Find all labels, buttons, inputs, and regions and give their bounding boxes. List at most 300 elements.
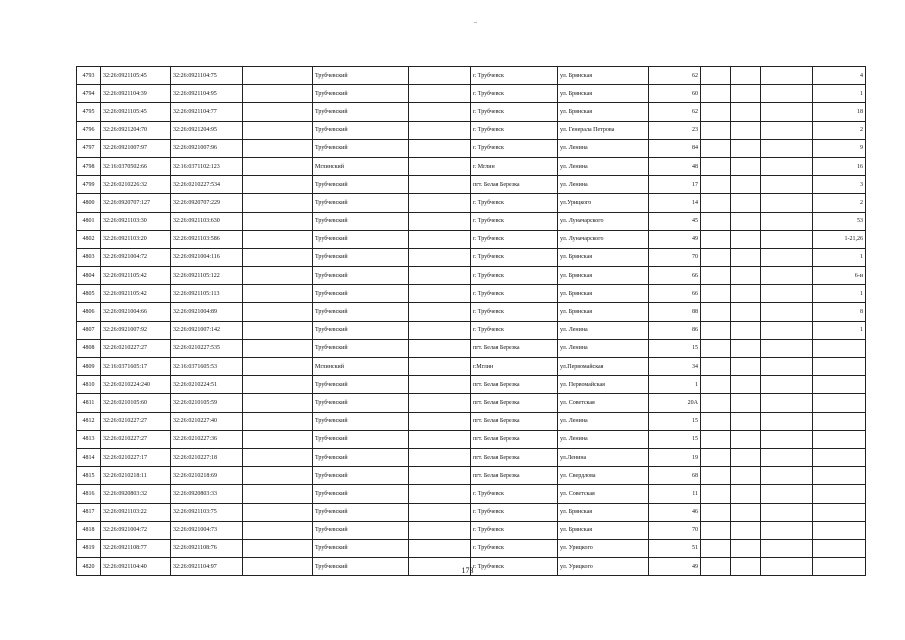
blank-column-12-cell [761,339,813,357]
row-number-cell: 4797 [77,139,101,157]
house-number-cell: 66 [649,267,701,285]
settlement-cell: г. Трубчевск [471,85,558,103]
settlement-cell: г. Трубчевск [471,485,558,503]
object-cadastral-number-cell: 32:26:0921105:113 [171,285,243,303]
table-row [77,358,866,376]
object-cadastral-number-cell: 32:26:0921104:97 [171,558,243,576]
blank-column-11-cell [731,412,761,430]
district-cell: Трубчевский [313,430,409,448]
blank-column-12-cell [761,194,813,212]
settlement-cell: пгт. Белая Березка [471,339,558,357]
blank-column-11-cell [731,194,761,212]
apartment-number-cell: 9 [813,139,866,157]
cadastral-number-cell: 32:26:0210226:32 [101,176,171,194]
blank-column-4-cell [243,176,313,194]
blank-column-10-cell [701,376,731,394]
house-number-cell: 19 [649,448,701,466]
settlement-cell: г. Трубчевск [471,521,558,539]
house-number-cell: 49 [649,230,701,248]
cadastral-number-cell: 32:26:0921204:70 [101,121,171,139]
cadastral-number-cell: 32:26:0921004:72 [101,248,171,266]
district-cell: Трубчевский [313,285,409,303]
blank-column-10-cell [701,212,731,230]
blank-column-4-cell [243,521,313,539]
cadastral-number-cell: 32:26:0920707:127 [101,194,171,212]
table-row [77,448,866,466]
blank-column-11-cell [731,103,761,121]
district-cell: Трубчевский [313,539,409,557]
blank-column-11-cell [731,467,761,485]
district-cell: Трубчевский [313,230,409,248]
blank-column-4-cell [243,358,313,376]
object-cadastral-number-cell: 32:16:0371102:123 [171,157,243,175]
table-row [77,467,866,485]
blank-column-12-cell [761,503,813,521]
street-cell: ул. Брянская [558,67,649,85]
blank-column-10-cell [701,430,731,448]
apartment-number-cell: 53 [813,212,866,230]
street-cell: ул. Урицкого [558,558,649,576]
object-cadastral-number-cell: 32:26:0921105:122 [171,267,243,285]
street-cell: ул. Ленина [558,139,649,157]
cadastral-number-cell: 32:26:0210227:27 [101,339,171,357]
blank-column-12-cell [761,394,813,412]
settlement-cell: г. Трубчевск [471,503,558,521]
apartment-number-cell: 1 [813,285,866,303]
cadastral-number-cell: 32:26:0921108:77 [101,539,171,557]
table-row [77,412,866,430]
blank-column-6-cell [409,539,471,557]
blank-column-10-cell [701,303,731,321]
object-cadastral-number-cell: 32:26:0921104:75 [171,67,243,85]
row-number-cell: 4802 [77,230,101,248]
table-row [77,394,866,412]
row-number-cell: 4804 [77,267,101,285]
blank-column-12-cell [761,303,813,321]
object-cadastral-number-cell: 32:26:0921108:76 [171,539,243,557]
house-number-cell: 15 [649,430,701,448]
street-cell: ул.Ленина [558,448,649,466]
house-number-cell: 62 [649,67,701,85]
apartment-number-cell [813,358,866,376]
object-cadastral-number-cell: 32:26:0921103:586 [171,230,243,248]
apartment-number-cell [813,467,866,485]
blank-column-6-cell [409,85,471,103]
cadastral-number-cell: 32:16:0370502:66 [101,157,171,175]
blank-column-4-cell [243,230,313,248]
settlement-cell: пгт. Белая Березка [471,448,558,466]
blank-column-4-cell [243,467,313,485]
blank-column-10-cell [701,139,731,157]
cadastral-number-cell: 32:26:0921007:97 [101,139,171,157]
blank-column-6-cell [409,503,471,521]
table-row [77,285,866,303]
blank-column-4-cell [243,303,313,321]
blank-column-12-cell [761,157,813,175]
row-number-cell: 4800 [77,194,101,212]
house-number-cell: 62 [649,103,701,121]
settlement-cell: пгт. Белая Березка [471,467,558,485]
table-row [77,212,866,230]
settlement-cell: г. Трубчевск [471,67,558,85]
street-cell: ул. Ленина [558,157,649,175]
blank-column-12-cell [761,430,813,448]
object-cadastral-number-cell: 32:16:0371605:53 [171,358,243,376]
blank-column-4-cell [243,157,313,175]
apartment-number-cell: 16 [813,157,866,175]
house-number-cell: 14 [649,194,701,212]
house-number-cell: 34 [649,358,701,376]
table-row [77,339,866,357]
house-number-cell: 51 [649,539,701,557]
blank-column-10-cell [701,503,731,521]
house-number-cell: 1 [649,376,701,394]
apartment-number-cell: 1 [813,85,866,103]
apartment-number-cell: 8 [813,303,866,321]
blank-column-10-cell [701,85,731,103]
scan-artifact [474,22,477,23]
blank-column-11-cell [731,339,761,357]
blank-column-12-cell [761,103,813,121]
apartment-number-cell: 6-и [813,267,866,285]
row-number-cell: 4812 [77,412,101,430]
house-number-cell: 68 [649,467,701,485]
settlement-cell: г. Трубчевск [471,303,558,321]
blank-column-6-cell [409,358,471,376]
object-cadastral-number-cell: 32:26:0210227:40 [171,412,243,430]
blank-column-10-cell [701,521,731,539]
object-cadastral-number-cell: 32:26:0210227:36 [171,430,243,448]
house-number-cell: 49 [649,558,701,576]
apartment-number-cell [813,394,866,412]
cadastral-number-cell: 32:26:0921004:72 [101,521,171,539]
house-number-cell: 86 [649,321,701,339]
object-cadastral-number-cell: 32:26:0921104:95 [171,85,243,103]
cadastral-number-cell: 32:26:0921007:92 [101,321,171,339]
row-number-cell: 4808 [77,339,101,357]
row-number-cell: 4807 [77,321,101,339]
blank-column-10-cell [701,67,731,85]
blank-column-10-cell [701,394,731,412]
district-cell: Трубчевский [313,212,409,230]
settlement-cell: г. Трубчевск [471,539,558,557]
blank-column-6-cell [409,139,471,157]
row-number-cell: 4793 [77,67,101,85]
row-number-cell: 4815 [77,467,101,485]
blank-column-11-cell [731,285,761,303]
blank-column-4-cell [243,503,313,521]
blank-column-4-cell [243,376,313,394]
object-cadastral-number-cell: 32:26:0210218:69 [171,467,243,485]
row-number-cell: 4809 [77,358,101,376]
settlement-cell: г.Мглин [471,358,558,376]
row-number-cell: 4817 [77,503,101,521]
table-row [77,230,866,248]
cadastral-number-cell: 32:26:0921103:22 [101,503,171,521]
blank-column-10-cell [701,248,731,266]
blank-column-12-cell [761,521,813,539]
street-cell: ул. Брянская [558,285,649,303]
cadastral-number-cell: 32:26:0921105:42 [101,285,171,303]
district-cell: Трубчевский [313,376,409,394]
district-cell: Трубчевский [313,85,409,103]
street-cell: ул. Первомайская [558,376,649,394]
settlement-cell: г. Мглин [471,157,558,175]
blank-column-10-cell [701,194,731,212]
table-row [77,539,866,557]
street-cell: ул. Советская [558,485,649,503]
blank-column-4-cell [243,448,313,466]
object-cadastral-number-cell: 32:26:0921104:77 [171,103,243,121]
blank-column-11-cell [731,503,761,521]
table-row [77,321,866,339]
street-cell: ул. Советская [558,394,649,412]
blank-column-12-cell [761,376,813,394]
cadastral-number-cell: 32:26:0210227:17 [101,448,171,466]
blank-column-10-cell [701,176,731,194]
table-row [77,303,866,321]
blank-column-6-cell [409,321,471,339]
house-number-cell: 66 [649,285,701,303]
cadastral-number-cell: 32:26:0921103:30 [101,212,171,230]
district-cell: Трубчевский [313,139,409,157]
blank-column-12-cell [761,358,813,376]
blank-column-4-cell [243,430,313,448]
cadastral-number-cell: 32:26:0921104:39 [101,85,171,103]
blank-column-12-cell [761,248,813,266]
settlement-cell: пгт. Белая Березка [471,176,558,194]
district-cell: Трубчевский [313,303,409,321]
settlement-cell: г. Трубчевск [471,194,558,212]
house-number-cell: 84 [649,139,701,157]
object-cadastral-number-cell: 32:26:0921103:75 [171,503,243,521]
street-cell: ул. Брянская [558,303,649,321]
blank-column-4-cell [243,103,313,121]
apartment-number-cell: 1 [813,248,866,266]
object-cadastral-number-cell: 32:26:0920707:229 [171,194,243,212]
blank-column-12-cell [761,412,813,430]
table-row [77,157,866,175]
blank-column-10-cell [701,358,731,376]
blank-column-6-cell [409,212,471,230]
house-number-cell: 17 [649,176,701,194]
row-number-cell: 4819 [77,539,101,557]
settlement-cell: пгт. Белая Березка [471,394,558,412]
district-cell: Трубчевский [313,394,409,412]
blank-column-10-cell [701,285,731,303]
settlement-cell: г. Трубчевск [471,285,558,303]
blank-column-6-cell [409,121,471,139]
blank-column-11-cell [731,485,761,503]
blank-column-6-cell [409,430,471,448]
apartment-number-cell [813,412,866,430]
apartment-number-cell [813,539,866,557]
row-number-cell: 4810 [77,376,101,394]
district-cell: Трубчевский [313,176,409,194]
street-cell: ул. Ленина [558,339,649,357]
street-cell: ул. Брянская [558,248,649,266]
street-cell: ул. Ленина [558,412,649,430]
object-cadastral-number-cell: 32:26:0210227:18 [171,448,243,466]
blank-column-4-cell [243,85,313,103]
row-number-cell: 4796 [77,121,101,139]
district-cell: Трубчевский [313,103,409,121]
object-cadastral-number-cell: 32:26:0921007:96 [171,139,243,157]
blank-column-4-cell [243,394,313,412]
object-cadastral-number-cell: 32:26:0210224:51 [171,376,243,394]
blank-column-4-cell [243,485,313,503]
blank-column-6-cell [409,285,471,303]
table-row [77,103,866,121]
page-number: 173 [461,566,474,575]
table-row [77,267,866,285]
street-cell: ул. Ленина [558,430,649,448]
cadastral-number-cell: 32:26:0920803:32 [101,485,171,503]
apartment-number-cell: 3 [813,176,866,194]
registry-table [76,66,866,576]
blank-column-10-cell [701,412,731,430]
settlement-cell: г. Трубчевск [471,248,558,266]
object-cadastral-number-cell: 32:26:0210105:59 [171,394,243,412]
blank-column-10-cell [701,339,731,357]
row-number-cell: 4820 [77,558,101,576]
blank-column-11-cell [731,176,761,194]
cadastral-number-cell: 32:26:0210227:27 [101,412,171,430]
blank-column-4-cell [243,267,313,285]
blank-column-10-cell [701,121,731,139]
apartment-number-cell: 1 [813,321,866,339]
blank-column-11-cell [731,430,761,448]
blank-column-10-cell [701,267,731,285]
blank-column-11-cell [731,121,761,139]
street-cell: ул.Первомайская [558,358,649,376]
blank-column-11-cell [731,212,761,230]
blank-column-4-cell [243,121,313,139]
settlement-cell: г. Трубчевск [471,121,558,139]
blank-column-10-cell [701,321,731,339]
district-cell: Трубчевский [313,448,409,466]
row-number-cell: 4806 [77,303,101,321]
blank-column-11-cell [731,230,761,248]
blank-column-10-cell [701,539,731,557]
blank-column-4-cell [243,67,313,85]
blank-column-12-cell [761,85,813,103]
table-row [77,85,866,103]
blank-column-6-cell [409,412,471,430]
district-cell: Трубчевский [313,503,409,521]
blank-column-12-cell [761,139,813,157]
table-row [77,376,866,394]
cadastral-number-cell: 32:26:0921104:40 [101,558,171,576]
house-number-cell: 60 [649,85,701,103]
street-cell: ул. Урицкого [558,539,649,557]
object-cadastral-number-cell: 32:26:0210227:534 [171,176,243,194]
house-number-cell: 88 [649,303,701,321]
blank-column-11-cell [731,321,761,339]
house-number-cell: 46 [649,503,701,521]
street-cell: ул. Брянская [558,103,649,121]
blank-column-12-cell [761,539,813,557]
table-row [77,121,866,139]
blank-column-6-cell [409,339,471,357]
cadastral-number-cell: 32:26:0921105:45 [101,67,171,85]
house-number-cell: 15 [649,412,701,430]
blank-column-12-cell [761,230,813,248]
blank-column-6-cell [409,67,471,85]
row-number-cell: 4813 [77,430,101,448]
blank-column-11-cell [731,248,761,266]
district-cell: Трубчевский [313,248,409,266]
table-row [77,248,866,266]
apartment-number-cell [813,503,866,521]
cadastral-number-cell: 32:26:0210224:240 [101,376,171,394]
table-row [77,176,866,194]
district-cell: Трубчевский [313,412,409,430]
settlement-cell: г. Трубчевск [471,267,558,285]
blank-column-6-cell [409,103,471,121]
row-number-cell: 4794 [77,85,101,103]
district-cell: Трубчевский [313,339,409,357]
blank-column-12-cell [761,485,813,503]
settlement-cell: пгт. Белая Березка [471,376,558,394]
district-cell: Трубчевский [313,485,409,503]
settlement-cell: г. Трубчевск [471,558,558,576]
cadastral-number-cell: 32:16:0371605:17 [101,358,171,376]
district-cell: Трубчевский [313,67,409,85]
blank-column-11-cell [731,448,761,466]
row-number-cell: 4816 [77,485,101,503]
apartment-number-cell [813,339,866,357]
house-number-cell: 70 [649,521,701,539]
settlement-cell: г. Трубчевск [471,103,558,121]
cadastral-number-cell: 32:26:0210218:11 [101,467,171,485]
house-number-cell: 45 [649,212,701,230]
settlement-cell: г. Трубчевск [471,212,558,230]
blank-column-12-cell [761,285,813,303]
blank-column-4-cell [243,539,313,557]
blank-column-12-cell [761,267,813,285]
table-row [77,503,866,521]
district-cell: Трубчевский [313,194,409,212]
blank-column-10-cell [701,467,731,485]
blank-column-6-cell [409,194,471,212]
object-cadastral-number-cell: 32:26:0921004:89 [171,303,243,321]
house-number-cell: 23 [649,121,701,139]
blank-column-4-cell [243,212,313,230]
row-number-cell: 4801 [77,212,101,230]
blank-column-6-cell [409,303,471,321]
blank-column-4-cell [243,285,313,303]
street-cell: ул. Ленина [558,321,649,339]
house-number-cell: 11 [649,485,701,503]
object-cadastral-number-cell: 32:26:0920803:33 [171,485,243,503]
blank-column-6-cell [409,448,471,466]
blank-column-12-cell [761,121,813,139]
apartment-number-cell: 18 [813,103,866,121]
house-number-cell: 48 [649,157,701,175]
apartment-number-cell [813,376,866,394]
blank-column-10-cell [701,157,731,175]
cadastral-number-cell: 32:26:0921103:20 [101,230,171,248]
row-number-cell: 4798 [77,157,101,175]
apartment-number-cell [813,521,866,539]
house-number-cell: 70 [649,248,701,266]
street-cell: ул.Урицкого [558,194,649,212]
blank-column-11-cell [731,67,761,85]
blank-column-10-cell [701,448,731,466]
cadastral-number-cell: 32:26:0921004:66 [101,303,171,321]
table-row [77,521,866,539]
